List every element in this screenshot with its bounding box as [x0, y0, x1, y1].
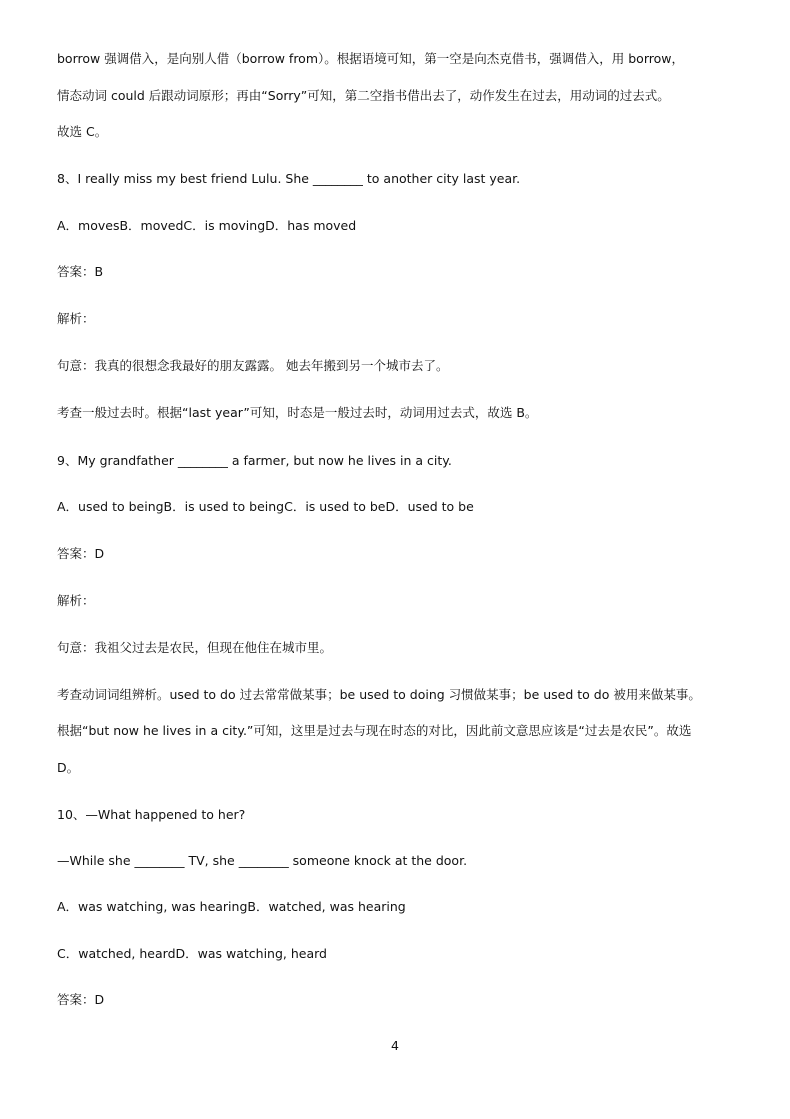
- question-10-options: A．was watching, was hearingB．watched, was hearing: [57, 899, 406, 914]
- question-10-dialogue: —While she ________ TV, she ________ someone knock at the door.: [57, 853, 468, 868]
- question-8-explanation: 考查一般过去时。根据“last year”可知，时态是一般过去时，动词用过去式，故选 B。: [57, 405, 538, 420]
- explanation-line: borrow 强调借入，是向别人借（borrow from）。根据语境可知，第一空是向杰克借书，强调借入，用 borrow，: [57, 51, 684, 66]
- answer-conclusion: 故选 C。: [57, 124, 108, 139]
- question-9-answer: 答案：D: [57, 546, 105, 561]
- question-9-explanation: 根据“but now he lives in a city.”可知，这里是过去与现在时态的对比，因此前文意思应该是“过去是农民”。故选: [57, 723, 692, 738]
- explanation-line: 情态动词 could 后跟动词原形；再由“Sorry”可知，第二空指书借出去了，动作发生在过去，用动词的过去式。: [57, 88, 670, 103]
- question-10-options: C．watched, heardD．was watching, heard: [57, 946, 327, 961]
- question-9: 9、My grandfather ________ a farmer, but now he lives in a city.: [57, 453, 452, 468]
- question-8-analysis-label: 解析：: [57, 311, 95, 326]
- question-8-meaning: 句意：我真的很想念我最好的朋友露露。 她去年搬到另一个城市去了。: [57, 358, 449, 373]
- question-8-answer: 答案：B: [57, 264, 104, 279]
- question-10-answer: 答案：D: [57, 992, 105, 1007]
- question-9-explanation: 考查动词词组辨析。used to do 过去常常做某事；be used to doing 习惯做某事；be used to do 被用来做某事。: [57, 687, 701, 702]
- page-number: 4: [391, 1038, 399, 1053]
- question-8-options: A．movesB．movedC．is movingD．has moved: [57, 218, 357, 233]
- question-10: 10、—What happened to her?: [57, 807, 246, 822]
- question-9-meaning: 句意：我祖父过去是农民，但现在他住在城市里。: [57, 640, 333, 655]
- question-9-options: A．used to beingB．is used to beingC．is used to beD．used to be: [57, 499, 474, 514]
- question-8: 8、I really miss my best friend Lulu. She ________ to another city last year.: [57, 171, 521, 186]
- question-9-conclusion: D。: [57, 760, 80, 775]
- question-9-analysis-label: 解析：: [57, 593, 95, 608]
